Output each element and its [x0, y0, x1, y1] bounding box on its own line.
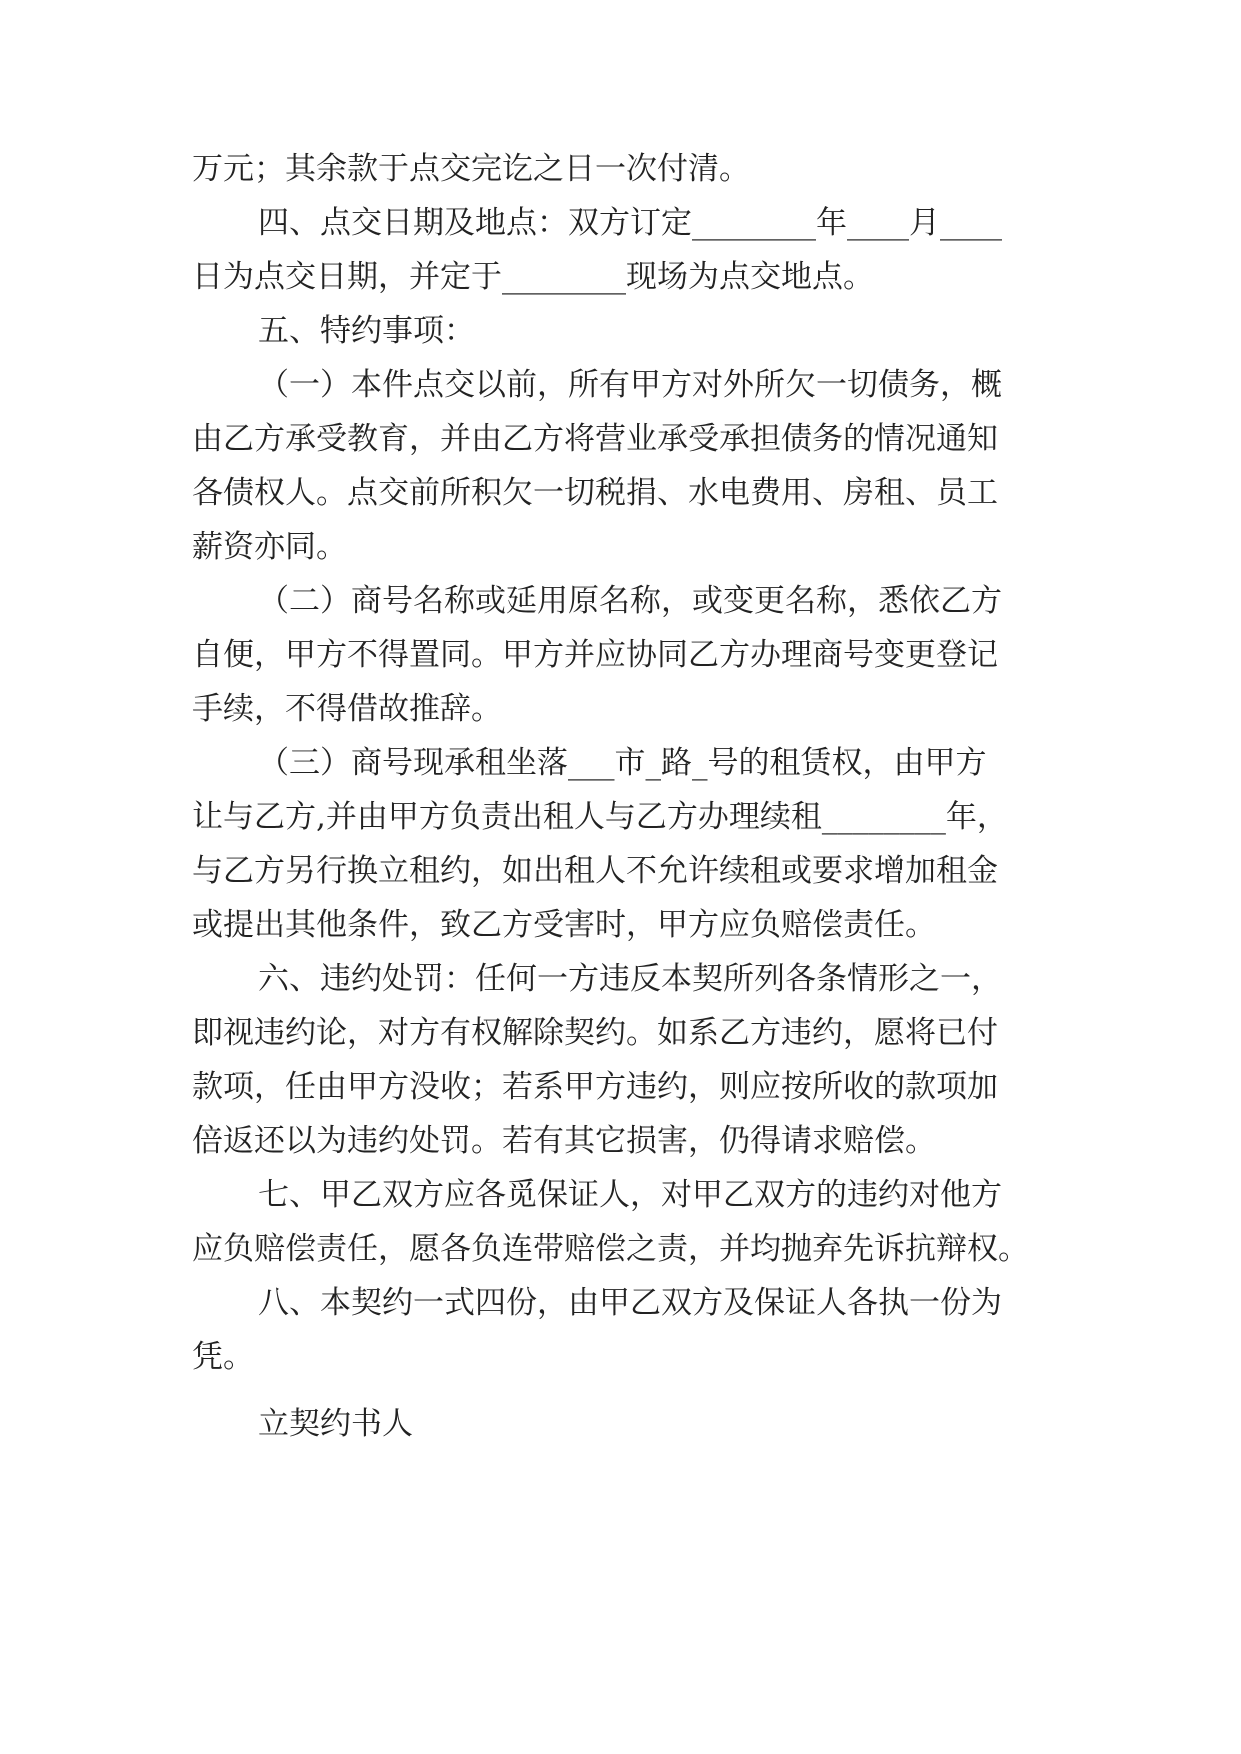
- text-line: 即视违约论，对方有权解除契约。如系乙方违约，愿将已付: [192, 1015, 998, 1051]
- text-line: 手续，不得借故推辞。: [192, 691, 502, 727]
- text-line: 款项，任由甲方没收；若系甲方违约，则应按所收的款项加: [192, 1069, 998, 1105]
- text-line: 应负赔偿责任，愿各负连带赔偿之责，并均抛弃先诉抗辩权。: [192, 1231, 1029, 1267]
- text-line: 凭。: [192, 1339, 254, 1375]
- text-line: 六、违约处罚：任何一方违反本契所列各条情形之一，: [258, 961, 1002, 997]
- text-line: 日为点交日期，并定于________现场为点交地点。: [192, 259, 874, 295]
- text-line: （二）商号名称或延用原名称，或变更名称，悉依乙方: [258, 583, 1002, 619]
- text-line: 或提出其他条件，致乙方受害时，甲方应负赔偿责任。: [192, 907, 936, 943]
- text-line: 各债权人。点交前所积欠一切税捐、水电费用、房租、员工: [192, 475, 998, 511]
- text-line: 倍返还以为违约处罚。若有其它损害，仍得请求赔偿。: [192, 1123, 936, 1159]
- text-line: 五、特约事项：: [258, 313, 475, 349]
- text-line: 七、甲乙双方应各觅保证人，对甲乙双方的违约对他方: [258, 1177, 1002, 1213]
- text-line: 万元；其余款于点交完讫之日一次付清。: [192, 151, 750, 187]
- text-line: （三）商号现承租坐落___市_路_号的租赁权，由甲方: [258, 745, 987, 781]
- text-line: （一）本件点交以前，所有甲方对外所欠一切债务，概: [258, 367, 1002, 403]
- text-line: 与乙方另行换立租约，如出租人不允许续租或要求增加租金: [192, 853, 998, 889]
- text-line: 四、点交日期及地点：双方订定________年____月____: [258, 205, 1002, 241]
- text-line: 薪资亦同。: [192, 529, 347, 565]
- text-line: 自便，甲方不得置同。甲方并应协同乙方办理商号变更登记: [192, 637, 998, 673]
- text-line: 由乙方承受教育，并由乙方将营业承受承担债务的情况通知: [192, 421, 998, 457]
- signature-label: 立契约书人: [258, 1406, 413, 1442]
- text-line: 八、本契约一式四份，由甲乙双方及保证人各执一份为: [258, 1285, 1002, 1321]
- text-line: 让与乙方,并由甲方负责出租人与乙方办理续租________年，: [192, 799, 1008, 835]
